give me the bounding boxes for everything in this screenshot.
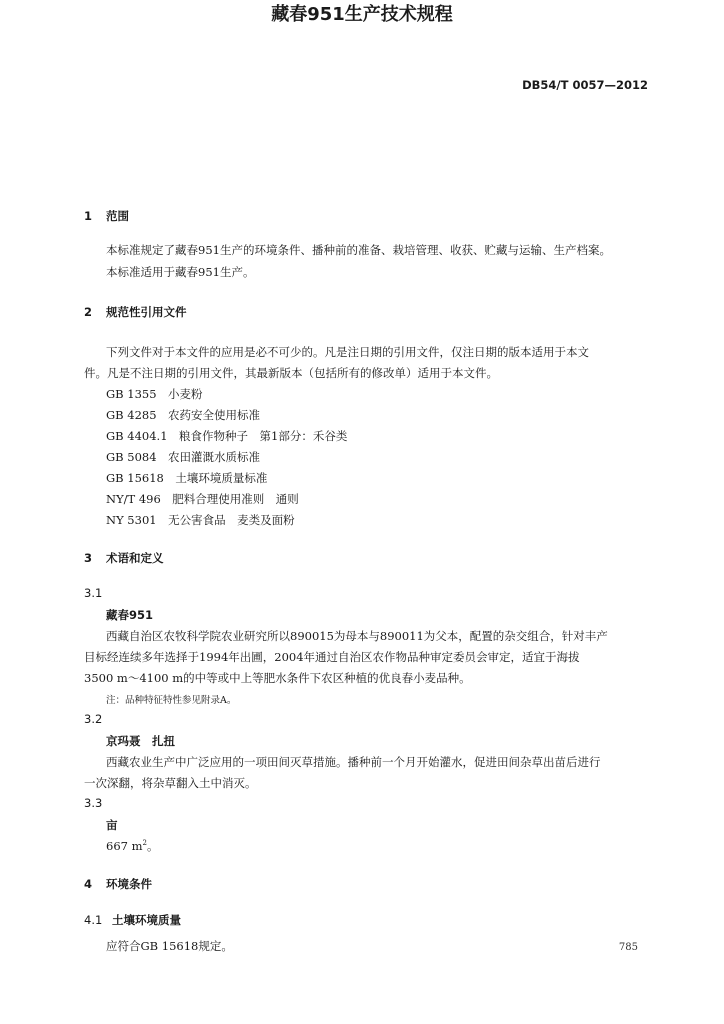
term-name: 藏春951 <box>106 608 154 622</box>
reference-item: GB 1355 小麦粉 <box>106 387 203 401</box>
term-name: 京玛聂 扎扭 <box>106 734 175 748</box>
section-number: 2 <box>84 305 93 319</box>
document-title: 藏春951生产技术规程 <box>271 4 453 25</box>
definition-line: 一次深翻，将杂草翻入土中消灭。 <box>84 776 257 790</box>
section-2-heading <box>84 304 187 320</box>
term-number: 3.3 <box>84 796 103 810</box>
section-title: 环境条件 <box>106 877 152 891</box>
definition-line: 目标经连续多年选择于1994年出圃，2004年通过自治区农作物品种审定委员会审定，适宜于海拔 <box>84 650 580 664</box>
section-2-intro-line-1: 下列文件对于本文件的应用是必不可少的。凡是注日期的引用文件，仅注日期的版本适用于本文 <box>106 345 589 359</box>
reference-item: GB 15618 土壤环境质量标准 <box>106 471 268 485</box>
section-title: 规范性引用文件 <box>106 305 187 319</box>
section-4-heading <box>84 876 152 892</box>
punctuation: 。 <box>146 839 159 853</box>
term-number: 3.1 <box>84 586 103 600</box>
subsection-4-1-paragraph: 应符合GB 15618规定。 <box>106 939 233 953</box>
section-title: 术语和定义 <box>106 551 164 565</box>
section-2-intro-line-2: 件。凡是不注日期的引用文件，其最新版本（包括所有的修改单）适用于本文件。 <box>84 366 498 380</box>
reference-item: GB 4404.1 粮食作物种子 第1部分：禾谷类 <box>106 429 348 443</box>
page-number: 785 <box>618 942 638 953</box>
section-number: 3 <box>84 551 93 565</box>
definition-line <box>106 838 158 854</box>
section-title: 范围 <box>106 209 129 223</box>
area-value: 667 m <box>106 839 143 853</box>
section-1-heading <box>84 208 129 224</box>
reference-item: NY/T 496 肥料合理使用准则 通则 <box>106 492 299 506</box>
section-number: 4 <box>84 877 93 891</box>
definition-note: 注：品种特征特性参见附录A。 <box>106 695 237 706</box>
section-1-paragraph-1: 本标准规定了藏春951生产的环境条件、播种前的准备、栽培管理、收获、贮藏与运输、生产档案。 <box>106 243 611 257</box>
document-code: DB54/T 0057—2012 <box>522 78 648 92</box>
definition-line: 西藏农业生产中广泛应用的一项田间灭草措施。播种前一个月开始灌水，促进田间杂草出苗后进行 <box>106 755 601 769</box>
reference-item: NY 5301 无公害食品 麦类及面粉 <box>106 513 295 527</box>
superscript: 2 <box>142 839 147 848</box>
subsection-title: 土壤环境质量 <box>112 913 181 927</box>
reference-item: GB 4285 农药安全使用标准 <box>106 408 261 422</box>
term-name: 亩 <box>106 818 118 832</box>
definition-line: 3500 m～4100 m的中等或中上等肥水条件下农区种植的优良春小麦品种。 <box>84 671 471 685</box>
reference-item: GB 5084 农田灌溉水质标准 <box>106 450 261 464</box>
section-number: 1 <box>84 209 93 223</box>
definition-line: 西藏自治区农牧科学院农业研究所以890015为母本与890011为父本，配置的杂交组合，针对丰产 <box>106 629 608 643</box>
subsection-4-1-heading <box>84 912 181 928</box>
subsection-number: 4.1 <box>84 913 103 927</box>
term-number: 3.2 <box>84 712 103 726</box>
section-1-paragraph-2: 本标准适用于藏春951生产。 <box>106 265 255 279</box>
section-3-heading <box>84 550 164 566</box>
